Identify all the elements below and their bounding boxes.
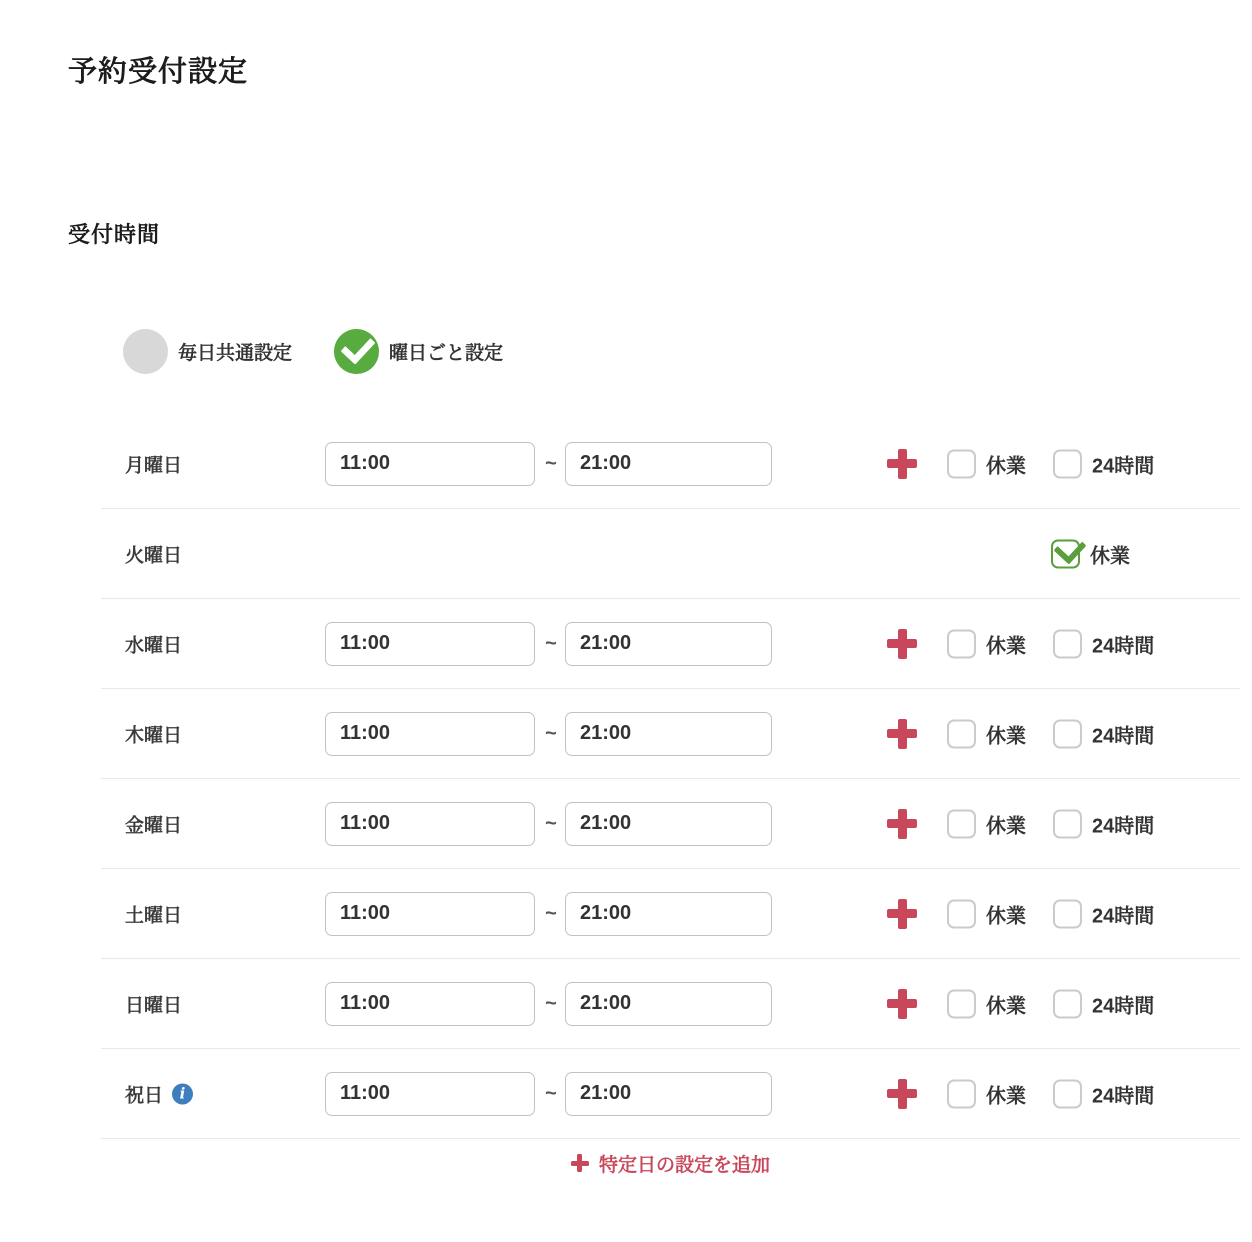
time-range-separator: ~	[545, 902, 557, 924]
closed-checkbox[interactable]	[947, 809, 976, 838]
closed-checkbox-label: 休業	[986, 995, 1026, 1017]
add-time-slot-icon[interactable]	[887, 809, 917, 839]
24h-checkbox-label: 24時間	[1092, 1085, 1155, 1107]
day-name-label: 水曜日	[125, 635, 183, 656]
day-name-label: 土曜日	[125, 905, 183, 926]
start-time-input[interactable]	[325, 442, 535, 486]
add-time-slot-icon[interactable]	[887, 899, 917, 929]
info-icon[interactable]: i	[172, 1083, 193, 1104]
closed-checkbox-checked[interactable]	[1051, 539, 1080, 568]
closed-checkbox-label: 休業	[1090, 545, 1130, 567]
day-name-label: 金曜日	[125, 815, 183, 836]
closed-checkbox[interactable]	[947, 719, 976, 748]
day-row-wednesday	[101, 599, 1240, 689]
time-range-separator: ~	[545, 722, 557, 744]
day-name-label: 日曜日	[125, 995, 183, 1016]
closed-checkbox[interactable]	[947, 629, 976, 658]
closed-checkbox[interactable]	[947, 989, 976, 1018]
weekly-schedule-table	[101, 419, 1240, 1139]
24h-checkbox[interactable]	[1053, 989, 1082, 1018]
24h-checkbox[interactable]	[1053, 899, 1082, 928]
24h-checkbox[interactable]	[1053, 629, 1082, 658]
mode-option-label: 曜日ごと設定	[389, 343, 504, 364]
24h-checkbox-label: 24時間	[1092, 635, 1155, 657]
24h-checkbox-label: 24時間	[1092, 995, 1155, 1017]
radio-unselected-icon	[123, 329, 168, 374]
day-row-sunday	[101, 959, 1240, 1049]
24h-checkbox[interactable]	[1053, 449, 1082, 478]
start-time-input[interactable]	[325, 892, 535, 936]
closed-checkbox[interactable]	[947, 449, 976, 478]
day-row-saturday	[101, 869, 1240, 959]
time-range-separator: ~	[545, 1082, 557, 1104]
start-time-input[interactable]	[325, 802, 535, 846]
schedule-mode-selector	[123, 328, 503, 375]
add-time-slot-icon[interactable]	[887, 989, 917, 1019]
mode-option-label: 毎日共通設定	[178, 343, 293, 364]
end-time-input[interactable]	[565, 442, 772, 486]
mode-option-per-weekday[interactable]	[334, 329, 503, 374]
closed-checkbox-label: 休業	[986, 815, 1026, 837]
time-range-separator: ~	[545, 992, 557, 1014]
day-row-monday	[101, 419, 1240, 509]
24h-checkbox-label: 24時間	[1092, 905, 1155, 927]
closed-checkbox[interactable]	[947, 1079, 976, 1108]
closed-checkbox-label: 休業	[986, 635, 1026, 657]
page-title: 予約受付設定	[68, 56, 249, 89]
day-name-label: 火曜日	[125, 545, 183, 566]
day-name-label: 祝日 i	[125, 1080, 193, 1107]
closed-checkbox-label: 休業	[986, 725, 1026, 747]
add-time-slot-icon[interactable]	[887, 629, 917, 659]
add-special-day-button[interactable]	[101, 1131, 1240, 1195]
24h-checkbox[interactable]	[1053, 719, 1082, 748]
24h-checkbox[interactable]	[1053, 809, 1082, 838]
day-row-friday	[101, 779, 1240, 869]
24h-checkbox-label: 24時間	[1092, 455, 1155, 477]
add-time-slot-icon[interactable]	[887, 1079, 917, 1109]
day-row-tuesday	[101, 509, 1240, 599]
closed-checkbox-label: 休業	[986, 1085, 1026, 1107]
time-range-separator: ~	[545, 812, 557, 834]
closed-checkbox-label: 休業	[986, 455, 1026, 477]
end-time-input[interactable]	[565, 1072, 772, 1116]
day-row-thursday	[101, 689, 1240, 779]
closed-checkbox-label: 休業	[986, 905, 1026, 927]
end-time-input[interactable]	[565, 802, 772, 846]
add-special-day-label: 特定日の設定を追加	[598, 1154, 770, 1176]
24h-checkbox-label: 24時間	[1092, 815, 1155, 837]
start-time-input[interactable]	[325, 982, 535, 1026]
end-time-input[interactable]	[565, 982, 772, 1026]
day-name-label: 月曜日	[125, 455, 183, 476]
plus-icon	[571, 1154, 589, 1172]
start-time-input[interactable]	[325, 1072, 535, 1116]
time-range-separator: ~	[545, 632, 557, 654]
section-title-reception-hours: 受付時間	[68, 222, 161, 248]
end-time-input[interactable]	[565, 892, 772, 936]
day-row-holiday	[101, 1049, 1240, 1139]
radio-selected-check-icon	[334, 329, 379, 374]
time-range-separator: ~	[545, 452, 557, 474]
start-time-input[interactable]	[325, 712, 535, 756]
closed-checkbox[interactable]	[947, 899, 976, 928]
end-time-input[interactable]	[565, 712, 772, 756]
24h-checkbox[interactable]	[1053, 1079, 1082, 1108]
day-name-label: 木曜日	[125, 725, 183, 746]
add-time-slot-icon[interactable]	[887, 719, 917, 749]
end-time-input[interactable]	[565, 622, 772, 666]
start-time-input[interactable]	[325, 622, 535, 666]
24h-checkbox-label: 24時間	[1092, 725, 1155, 747]
mode-option-common-daily[interactable]	[123, 329, 292, 374]
add-time-slot-icon[interactable]	[887, 449, 917, 479]
